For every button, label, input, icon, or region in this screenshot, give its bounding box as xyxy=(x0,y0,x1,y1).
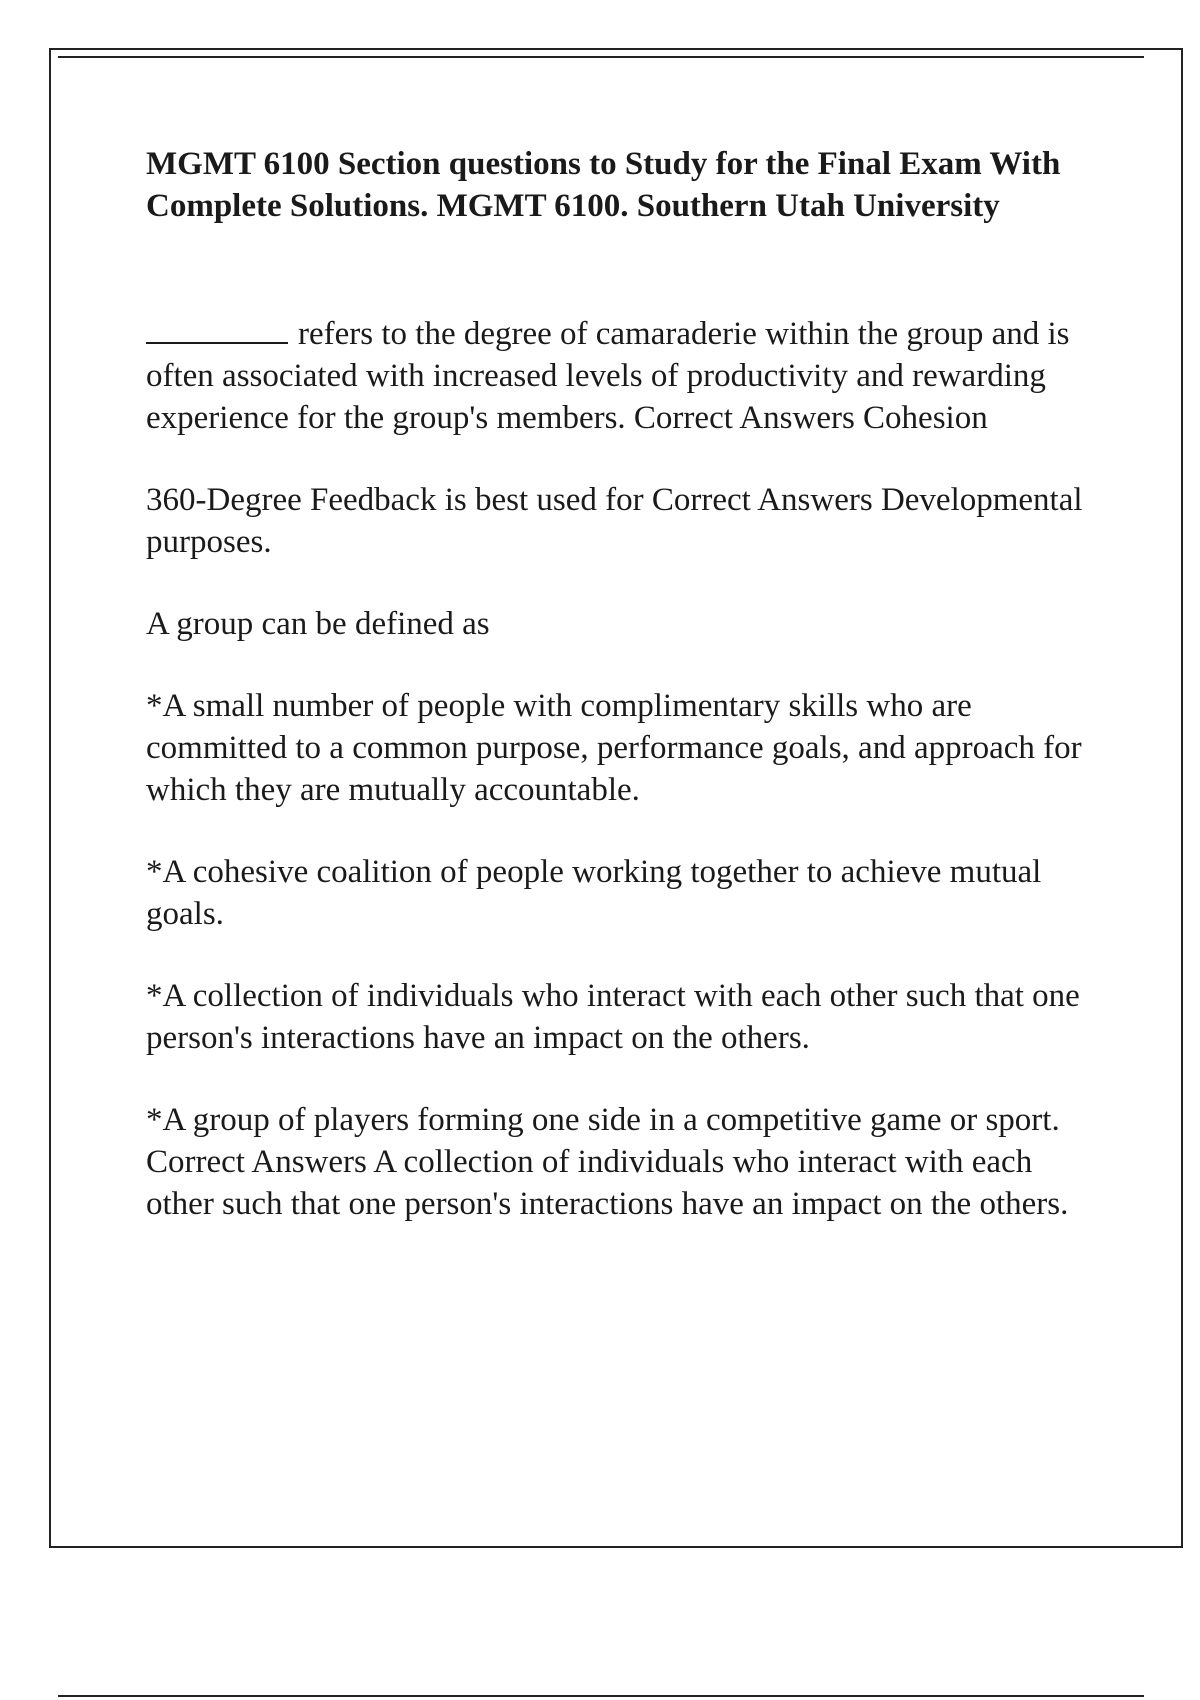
option-group-players: *A group of players forming one side in a competitive game or sport. Correct Answers A collection of individuals who interact with each other such that one person's interactions have an impact on the others. xyxy=(146,1102,1069,1222)
question-cohesion xyxy=(146,313,1106,439)
question-group-definition: A group can be defined as xyxy=(146,606,490,642)
document-body xyxy=(146,143,1106,1265)
question-360-feedback: 360-Degree Feedback is best used for Correct Answers Developmental purposes. xyxy=(146,482,1083,560)
option-collection-individuals: *A collection of individuals who interact with each other such that one person's interactions have an impact on the others. xyxy=(146,978,1080,1056)
option-cohesive-coalition: *A cohesive coalition of people working together to achieve mutual goals. xyxy=(146,854,1042,932)
fill-in-blank xyxy=(146,318,288,344)
paragraph-text: refers to the degree of camaraderie within the group and is often associated with increased levels of productivity and rewarding experience for the group's members. Correct Answers Cohesion xyxy=(146,316,1070,436)
document-title: MGMT 6100 Section questions to Study for the Final Exam With Complete Solutions. MGMT 6100. Southern Utah University xyxy=(146,146,1061,224)
bottom-rule xyxy=(58,1695,1144,1697)
option-small-number: *A small number of people with complimentary skills who are committed to a common purpose, performance goals, and approach for which they are mutually accountable. xyxy=(146,688,1082,808)
top-rule xyxy=(58,56,1144,58)
